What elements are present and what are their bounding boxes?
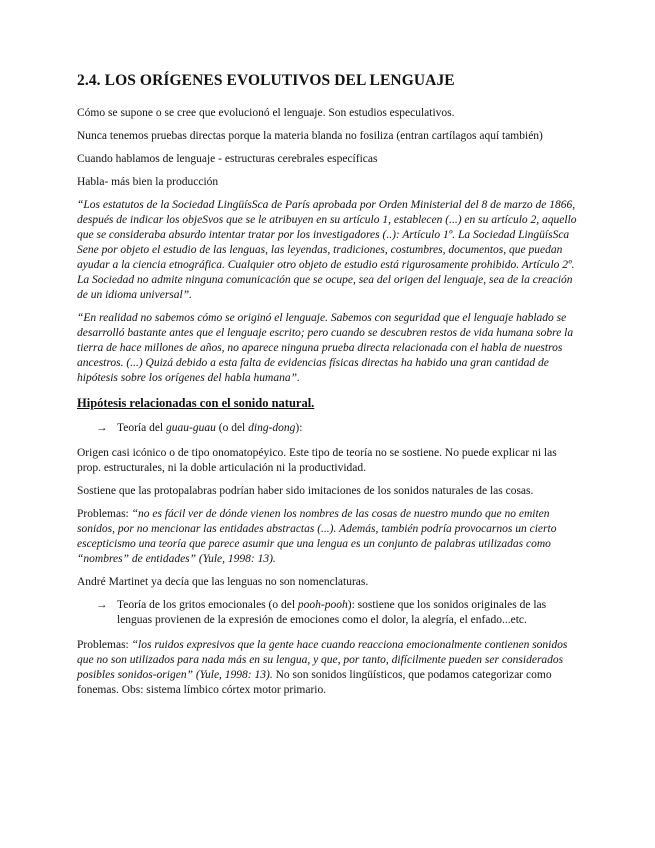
paragraph-martinet: André Martinet ya decía que las lenguas no son nomenclaturas. <box>77 576 369 588</box>
quote-paris-society: “Los estatutos de la Sociedad LingüísSca de París aprobada por Orden Ministerial del 8 de marzo de 1866, después de indicar los objeSvos que se le atribuyen en su artículo 1, establecen (...) en su artículo 2, aquello que se consideraba absurdo intentar tratar por los investigadores (..): Artículo 1º. La Sociedad LingüísSca Sene por objeto el estudio de las lenguas, las leyendas, tradiciones, costumbres, documentos, que puedan ayudar a la ciencia etnográfica. Cualquier otro objeto de estudio está rigurosamente prohibido. Artículo 2º. La Sociedad no admite ninguna comunicación que se ocupe, sea del origen del lenguaje, sea de la creación de un idioma universal”. <box>77 199 577 301</box>
arrow-icon: → <box>96 422 108 434</box>
paragraph-brain-structures: Cuando hablamos de lenguaje - estructuras cerebrales específicas <box>77 153 378 165</box>
problems-quote: “no es fácil ver de dónde vienen los nombres de las cosas de nuestro mundo que no emiten sonidos, por no mencionar las entidades abstractas (...). Además, también podría provocarnos un cierto escepticismo una teoría que parece asumir que una lengua es un conjunto de palabras utilizadas como “nombres” de entidades” (Yule, 1998: 13). <box>77 508 557 565</box>
bullet-text-pre: Teoría del <box>117 422 167 434</box>
paragraph-speech: Habla- más bien la producción <box>77 176 219 188</box>
problems-label: Problemas: <box>77 639 132 651</box>
problems-label: Problemas: <box>77 508 132 520</box>
bullet-text-mid: (o del <box>215 422 249 434</box>
problems-quote: “los ruidos expresivos que la gente hace cuando reacciona emocionalmente contienen sonidos que no son utilizados para nada más en su lengua, y que, por tanto, difícilmente pueden ser considerados posibles sonidos-origen” (Yule, 1998: 13). <box>77 639 568 681</box>
paragraph-evidence: Nunca tenemos pruebas directas porque la materia blanda no fosiliza (entran cartílagos aquí también) <box>77 130 543 142</box>
paragraph-intro: Cómo se supone o se cree que evolucionó el lenguaje. Son estudios especulativos. <box>77 107 455 119</box>
quote-origin-unknown: “En realidad no sabemos cómo se originó el lenguaje. Sabemos con seguridad que el lenguaje hablado se desarrolló bastante antes que el lenguaje escrito; pero cuando se descubren restos de vida humana sobre la tierra de hace millones de años, no aparece ninguna prueba directa relacionada con el habla de nuestros ancestros. (...) Quizá debido a esta falta de evidencias físicas directas ha habido una gran cantidad de hipótesis sobre los orígenes del habla humana”. <box>77 312 574 384</box>
subheading-natural-sound: Hipótesis relacionadas con el sonido natural. <box>77 396 315 410</box>
term-pooh-pooh: pooh-pooh <box>297 599 348 611</box>
bullet-bow-wow-theory <box>77 421 583 436</box>
paragraph-problems-2 <box>77 638 583 698</box>
bullet-pooh-pooh-theory <box>77 598 583 628</box>
bullet-text-post: ): <box>295 422 303 434</box>
bullet-text-pre: Teoría de los gritos emocionales (o del <box>117 599 298 611</box>
term-ding-dong: ding-dong <box>248 422 296 434</box>
paragraph-onomatopoeic: Origen casi icónico o de tipo onomatopéyico. Este tipo de teoría no se sostiene. No puede explicar ni las prop. estructurales, ni la doble articulación ni la productividad. <box>77 447 557 474</box>
bullet-text-post: ): sostiene que los sonidos originales de las lenguas provienen de la expresión de emociones como el dolor, la alegría, el enfado...etc. <box>117 599 547 626</box>
term-guau-guau: guau-guau <box>166 422 216 434</box>
arrow-icon: → <box>96 599 108 611</box>
section-heading: 2.4. LOS ORÍGENES EVOLUTIVOS DEL LENGUAJE <box>77 72 455 89</box>
paragraph-problems-1 <box>77 507 583 567</box>
paragraph-protowords: Sostiene que las protopalabras podrían haber sido imitaciones de los sonidos naturales de las cosas. <box>77 485 534 497</box>
problems-comment: No son sonidos lingüísticos, que podamos categorizar como fonemas. Obs: sistema límbico córtex motor primario. <box>77 669 552 696</box>
